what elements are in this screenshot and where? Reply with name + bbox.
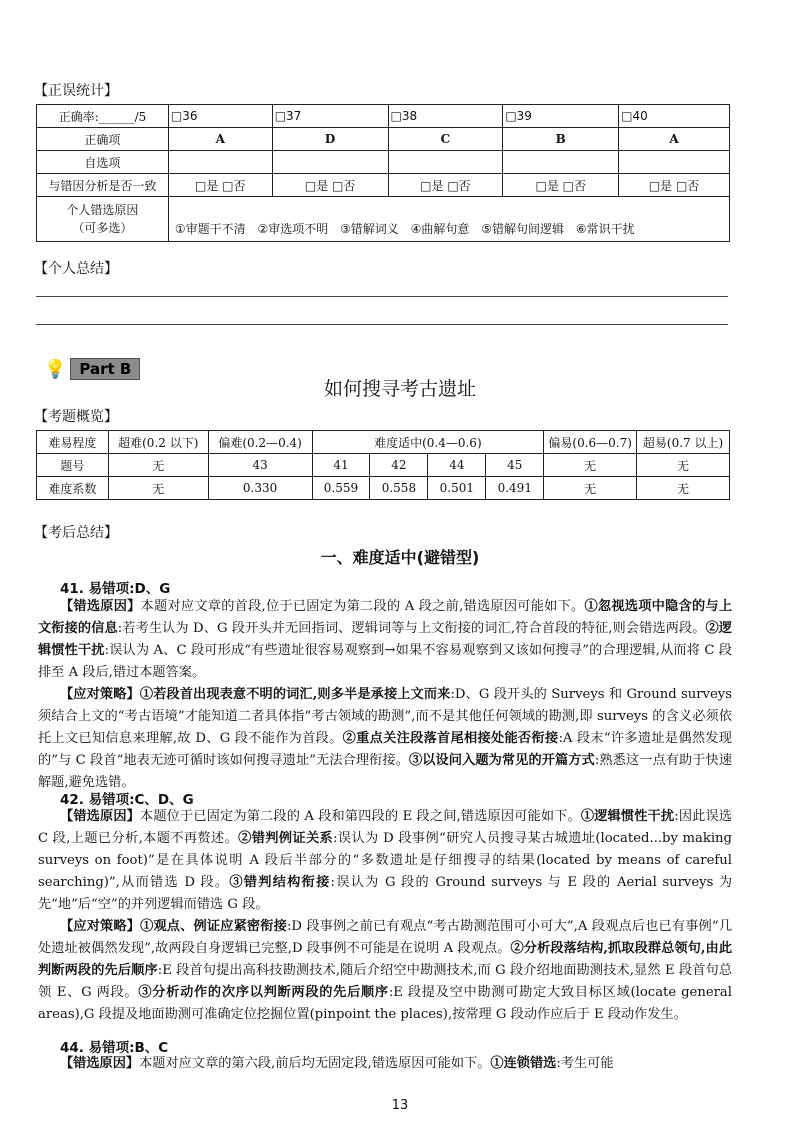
- q41-heading: 41. 易错项:D、G: [60, 581, 171, 597]
- text-bold: ③以设问入题为常见的开篇方式: [408, 753, 595, 768]
- error-stats-label: 【正误统计】: [34, 83, 118, 99]
- text-bold: ①观点、例证应紧密衔接: [140, 919, 287, 934]
- text: :D、G 段开头的 Surveys 和 Ground surveys 须结合上文的“考古语境”才能知道二者具体指“考古领域的勘测”,而不是其他任何领域的勘测,即 surveys 的含义必须依托上文已知信息来理解,故 D、G 段不能作为首段。: [38, 687, 733, 746]
- difficulty-header: 难易程度: [37, 431, 109, 454]
- chosen-answer-input[interactable]: [168, 151, 272, 174]
- q42-strategy: [38, 916, 732, 1026]
- section-subtitle: 一、难度适中(避错型): [320, 548, 480, 567]
- chosen-answer-input[interactable]: [388, 151, 503, 174]
- table-row: [37, 105, 730, 128]
- table-cell: 0.330: [208, 477, 312, 500]
- reason-tag: 【错选原因】: [60, 1056, 140, 1071]
- text: :考生可能: [556, 1056, 614, 1071]
- reason-tag: 【错选原因】: [60, 809, 141, 824]
- text: :若考生认为 D、G 段开头并无回指词、逻辑词等与上文衔接的词汇,符合首段的特征,则会错选两段。: [117, 621, 706, 636]
- table-row: [37, 128, 730, 151]
- table-row: [37, 151, 730, 174]
- text: :A 段末“许多遗址是偶然发现的”与 C 段首“地表无迹可循时该如何搜寻遗址”无法合理衔接。: [38, 731, 732, 768]
- text: :E 段提及空中勘测可勘定大致目标区域(locate general areas),G 段提及地面勘测可准确定位挖掘位置(pinpoint the places),按常理 G 段动作应后于 E 段动作发生。: [38, 985, 733, 1022]
- correct-answer: A: [619, 128, 730, 151]
- table-row: [37, 477, 730, 500]
- reason-option[interactable]: ⑤错解句间逻辑: [481, 222, 564, 236]
- summary-line[interactable]: [36, 324, 728, 325]
- reasons-label: [37, 197, 169, 242]
- text-bold: ③错判结构衔接: [229, 875, 331, 890]
- table-row: [37, 174, 730, 197]
- table-row: [37, 197, 730, 242]
- correct-answer: D: [272, 128, 388, 151]
- correct-answer: B: [503, 128, 619, 151]
- qnum-label: 题号: [37, 454, 109, 477]
- reason-option[interactable]: ③错解词义: [340, 222, 399, 236]
- personal-summary-label: 【个人总结】: [34, 261, 118, 277]
- strategy-tag: 【应对策略】: [60, 687, 140, 702]
- lightbulb-icon: 💡: [44, 358, 67, 380]
- yes-no-checkbox[interactable]: □是 □否: [503, 174, 619, 197]
- text-bold: ①逻辑惯性干扰: [580, 809, 675, 824]
- table-row: [37, 454, 730, 477]
- chosen-answer-input[interactable]: [272, 151, 388, 174]
- q42-reasons: [38, 806, 732, 916]
- text-bold: ②重点关注段落首尾相接处能否衔接: [342, 731, 559, 746]
- table-cell: 42: [370, 454, 428, 477]
- text: :E 段首句提出高科技勘测技术,随后介绍空中勘测技术,而 G 段介绍地面勘测技术,显然 E 段首句总领 E、G 两段。: [38, 963, 733, 1000]
- table-cell: 0.558: [370, 477, 428, 500]
- q42-heading: 42. 易错项:C、D、G: [60, 792, 194, 808]
- table-cell: 41: [312, 454, 370, 477]
- text: :误认为 G 段的 Ground surveys 与 E 段的 Aerial surveys 为先“地”后“空”的并列逻辑而错选 G 段。: [38, 875, 733, 912]
- table-cell: 0.559: [312, 477, 370, 500]
- text-bold: ①若段首出现表意不明的词汇,则多半是承接上文而来: [139, 687, 451, 702]
- yes-no-checkbox[interactable]: □是 □否: [388, 174, 503, 197]
- text-bold: ①忽视选项中隐含的与上文衔接的信息: [38, 599, 733, 636]
- chosen-label: 自选项: [37, 151, 169, 174]
- text: :误认为 A、C 段可形成“有些遗址很容易观察到→如果不容易观察到又该如何搜寻”的合理逻辑,从而将 C 段排至 A 段后,错过本题答案。: [38, 643, 732, 680]
- strategy-tag: 【应对策略】: [60, 919, 141, 934]
- reason-option[interactable]: ①审题干不清: [174, 222, 246, 236]
- yes-no-checkbox[interactable]: □是 □否: [168, 174, 272, 197]
- text-bold: ②错判例证关系: [238, 831, 334, 846]
- reason-option[interactable]: ④曲解句意: [410, 222, 470, 236]
- question-checkbox-39[interactable]: □39: [503, 105, 619, 128]
- reason-option[interactable]: ⑥常识干扰: [575, 222, 635, 236]
- reason-tag: 【错选原因】: [60, 599, 141, 614]
- text: 本题对应文章的第六段,前后均无固定段,错选原因可能如下。: [139, 1056, 491, 1071]
- text: 本题位于已固定为第二段的 A 段和第四段的 E 段之间,错选原因可能如下。: [140, 809, 581, 824]
- accuracy-field[interactable]: 正确率:______/5: [37, 105, 169, 128]
- correct-answer: C: [388, 128, 503, 151]
- table-cell: 无: [637, 454, 730, 477]
- table-cell: 44: [428, 454, 486, 477]
- table-cell: 无: [544, 477, 637, 500]
- text-bold: ②分析段落结构,抓取段群总领句,由此判断两段的先后顺序: [38, 941, 733, 978]
- overview-table: [36, 430, 730, 500]
- chosen-answer-input[interactable]: [503, 151, 619, 174]
- yes-no-checkbox[interactable]: □是 □否: [272, 174, 388, 197]
- table-cell: 无: [108, 477, 208, 500]
- question-checkbox-37[interactable]: □37: [272, 105, 388, 128]
- text-bold: ③分析动作的次序以判断两段的先后顺序: [138, 985, 389, 1000]
- reasons-label-line1: 个人错选原因: [66, 203, 139, 217]
- part-b-badge: Part B: [70, 358, 140, 380]
- consistency-label: 与错因分析是否一致: [37, 174, 169, 197]
- table-cell: 45: [486, 454, 544, 477]
- reasons-options: [168, 197, 729, 242]
- question-checkbox-36[interactable]: □36: [168, 105, 272, 128]
- post-exam-label: 【考后总结】: [34, 525, 118, 541]
- reasons-label-line2: （可多选）: [72, 221, 133, 235]
- text: :误认为 D 段事例“研究人员搜寻某古城遗址(located...by making surveys on foot)”是在具体说明 A 段后半部分的“多数遗址是仔细搜寻的结果(located by means of careful searching)”,从而错选 D 段。: [38, 831, 732, 890]
- page-title: 如何搜寻考古遗址: [323, 378, 476, 400]
- very-easy-header: 超易(0.7 以上): [637, 431, 730, 454]
- q41-strategy: [38, 684, 732, 794]
- overview-label: 【考题概览】: [34, 409, 118, 425]
- error-stats-table: [36, 104, 730, 242]
- text: :因此误选 C 段,上题已分析,本题不再赘述。: [38, 809, 733, 846]
- coef-label: 难度系数: [37, 477, 109, 500]
- table-cell: 43: [208, 454, 312, 477]
- text: :熟悉这一点有助于快速解题,避免选错。: [38, 753, 733, 790]
- very-hard-header: 超难(0.2 以下): [108, 431, 208, 454]
- table-cell: 无: [108, 454, 208, 477]
- chosen-answer-input[interactable]: [619, 151, 730, 174]
- question-checkbox-38[interactable]: □38: [388, 105, 503, 128]
- table-cell: 无: [544, 454, 637, 477]
- text: 本题对应文章的首段,位于已固定为第二段的 A 段之前,错选原因可能如下。: [140, 599, 585, 614]
- question-checkbox-40[interactable]: □40: [619, 105, 730, 128]
- table-cell: 无: [637, 477, 730, 500]
- text: :D 段事例之前已有观点“考古勘测范围可小可大”,A 段观点后也已有事例“几处遗址被偶然发现”,故两段自身逻辑已完整,D 段事例不可能是在说明 A 段观点。: [38, 919, 733, 956]
- hard-header: 偏难(0.2—0.4): [208, 431, 312, 454]
- page-number: 13: [391, 1098, 409, 1113]
- text-bold: ②逻辑惯性干扰: [38, 621, 732, 658]
- easy-header: 偏易(0.6—0.7): [544, 431, 637, 454]
- correct-answer: A: [168, 128, 272, 151]
- correct-label: 正确项: [37, 128, 169, 151]
- table-cell: 0.501: [428, 477, 486, 500]
- medium-header: 难度适中(0.4—0.6): [312, 431, 544, 454]
- q44-reasons: [38, 1053, 732, 1075]
- reason-option[interactable]: ②审选项不明: [257, 222, 329, 236]
- table-cell: 0.491: [486, 477, 544, 500]
- q44-heading: 44. 易错项:B、C: [60, 1040, 169, 1056]
- summary-line[interactable]: [36, 296, 728, 297]
- q41-reasons: [38, 596, 732, 684]
- yes-no-checkbox[interactable]: □是 □否: [619, 174, 730, 197]
- table-row: [37, 431, 730, 454]
- text-bold: ①连锁错选: [490, 1056, 557, 1071]
